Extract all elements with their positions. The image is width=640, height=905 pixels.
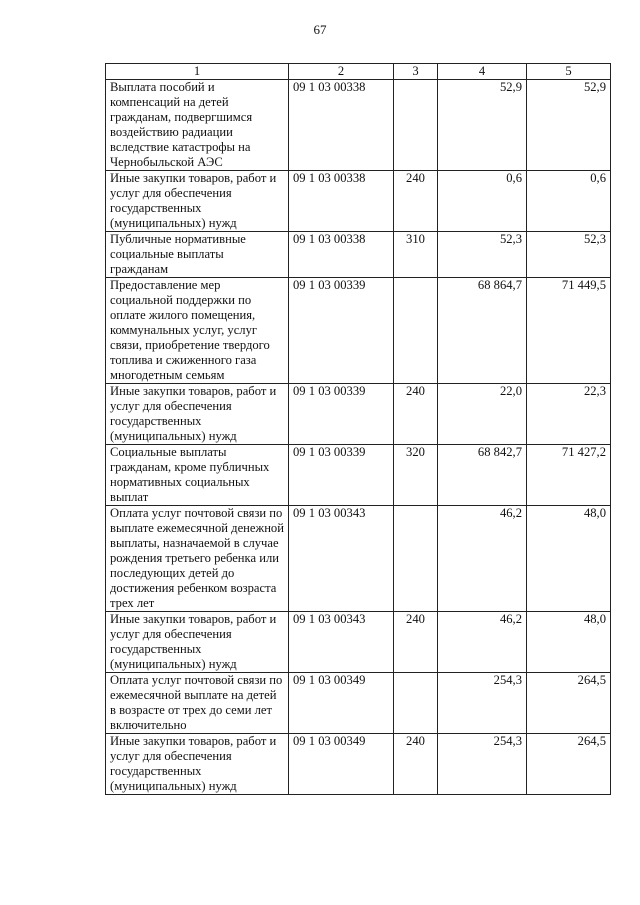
row-value-4: 0,6 [438,171,527,232]
row-name: Иные закупки товаров, работ и услуг для обеспечения государственных (муниципальных) нужд [106,171,289,232]
table-row [106,673,611,734]
table-row [106,445,611,506]
row-name: Иные закупки товаров, работ и услуг для обеспечения государственных (муниципальных) нужд [106,612,289,673]
row-value-4: 68 864,7 [438,278,527,384]
table-row [106,612,611,673]
page-number: 67 [313,22,327,37]
row-name: Выплата пособий и компенсаций на детей гражданам, подвергшимся воздействию радиации вследствие катастрофы на Чернобыльской АЭС [106,80,289,171]
row-name: Социальные выплаты гражданам, кроме публичных нормативных социальных выплат [106,445,289,506]
row-value-4: 68 842,7 [438,445,527,506]
header-col-5: 5 [527,64,611,80]
row-type [394,673,438,734]
table-row [106,384,611,445]
row-code: 09 1 03 00343 [289,506,394,612]
row-value-5: 264,5 [527,673,611,734]
row-value-5: 71 427,2 [527,445,611,506]
table-row [106,506,611,612]
row-code: 09 1 03 00349 [289,673,394,734]
header-row [106,64,611,80]
table-row [106,171,611,232]
row-value-4: 52,9 [438,80,527,171]
row-code: 09 1 03 00349 [289,734,394,795]
header-col-1: 1 [106,64,289,80]
row-type [394,278,438,384]
row-type [394,80,438,171]
table-row [106,278,611,384]
row-name: Публичные нормативные социальные выплаты гражданам [106,232,289,278]
budget-table [105,63,611,795]
row-type [394,506,438,612]
row-type: 310 [394,232,438,278]
row-type: 320 [394,445,438,506]
row-value-4: 22,0 [438,384,527,445]
table-body [106,80,611,795]
header-col-3: 3 [394,64,438,80]
header-col-2: 2 [289,64,394,80]
row-value-5: 22,3 [527,384,611,445]
row-name: Предоставление мер социальной поддержки по оплате жилого помещения, коммунальных услуг, услуг связи, приобретение твердого топлива и сжиженного газа многодетным семьям [106,278,289,384]
row-value-5: 264,5 [527,734,611,795]
row-name: Иные закупки товаров, работ и услуг для обеспечения государственных (муниципальных) нужд [106,384,289,445]
row-type: 240 [394,384,438,445]
row-name: Оплата услуг почтовой связи по выплате ежемесячной денежной выплаты, назначаемой в случае рождения третьего ребенка или последующих детей до достижения ребенком возраста трех лет [106,506,289,612]
header-col-4: 4 [438,64,527,80]
table-row [106,80,611,171]
row-name: Иные закупки товаров, работ и услуг для обеспечения государственных (муниципальных) нужд [106,734,289,795]
row-code: 09 1 03 00339 [289,445,394,506]
row-value-5: 52,3 [527,232,611,278]
table-row [106,232,611,278]
row-code: 09 1 03 00338 [289,80,394,171]
row-value-5: 48,0 [527,612,611,673]
row-code: 09 1 03 00339 [289,278,394,384]
row-value-4: 254,3 [438,673,527,734]
row-type: 240 [394,734,438,795]
row-value-5: 48,0 [527,506,611,612]
row-type: 240 [394,612,438,673]
row-code: 09 1 03 00338 [289,232,394,278]
row-name: Оплата услуг почтовой связи по ежемесячной выплате на детей в возрасте от трех до семи лет включительно [106,673,289,734]
table-row [106,734,611,795]
row-value-4: 254,3 [438,734,527,795]
row-code: 09 1 03 00339 [289,384,394,445]
row-type: 240 [394,171,438,232]
row-value-5: 71 449,5 [527,278,611,384]
row-code: 09 1 03 00338 [289,171,394,232]
row-value-4: 52,3 [438,232,527,278]
row-value-5: 0,6 [527,171,611,232]
row-value-4: 46,2 [438,612,527,673]
row-value-5: 52,9 [527,80,611,171]
row-code: 09 1 03 00343 [289,612,394,673]
table-header [106,64,611,80]
row-value-4: 46,2 [438,506,527,612]
